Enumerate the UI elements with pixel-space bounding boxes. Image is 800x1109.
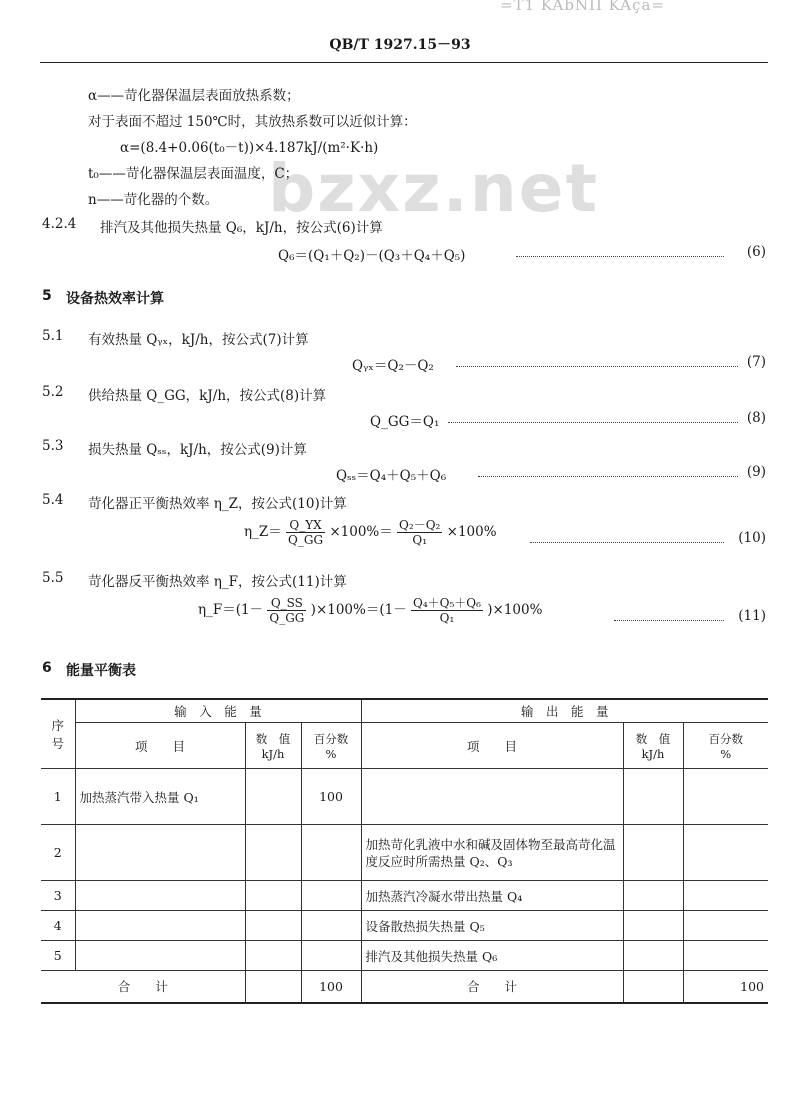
clause-5-2-number: 5.2 <box>42 384 64 400</box>
leader-dots <box>478 476 738 477</box>
clause-5-1-number: 5.1 <box>42 328 64 344</box>
clause-5-3-text: 损失热量 Qₛₛ，kJ/h，按公式(9)计算 <box>88 442 307 458</box>
output-item: 设备散热损失热量 Q₅ <box>361 911 623 941</box>
input-value <box>245 881 301 911</box>
table-row <box>41 825 768 881</box>
output-pct <box>683 825 768 881</box>
input-pct <box>301 881 361 911</box>
output-value <box>623 941 683 971</box>
leader-dots <box>448 422 738 423</box>
formula-7: Qᵧₓ＝Q₂－Q₂ <box>352 358 434 374</box>
output-item-header: 项 目 <box>361 723 623 769</box>
formula-10-end: ×100% <box>446 524 497 540</box>
eq-number-8: (8) <box>746 410 766 426</box>
col-seq-header: 序 号 <box>41 699 75 769</box>
fraction <box>397 518 442 547</box>
row-no: 2 <box>41 825 75 881</box>
output-total-pct: 100 <box>683 971 768 1003</box>
output-item: 加热苛化乳液中水和碱及固体物至最高苛化温度反应时所需热量 Q₂、Q₃ <box>361 825 623 881</box>
fraction <box>286 518 325 547</box>
input-item-header: 项 目 <box>75 723 245 769</box>
clause-5-4-text: 苛化器正平衡热效率 η_Z，按公式(10)计算 <box>88 496 347 512</box>
table-row <box>41 769 768 825</box>
definition-n: n——苛化器的个数。 <box>88 192 219 208</box>
input-total-pct: 100 <box>301 971 361 1003</box>
denominator: Q_GG <box>269 611 305 625</box>
row-no: 1 <box>41 769 75 825</box>
formula-11-mid: )×100%＝(1－ <box>310 602 407 618</box>
table-row <box>41 941 768 971</box>
output-value <box>623 911 683 941</box>
row-no: 3 <box>41 881 75 911</box>
clause-4-2-4-number: 4.2.4 <box>42 216 77 232</box>
definition-approx: 对于表面不超过 150℃时，其放热系数可以近似计算： <box>88 114 417 130</box>
output-total-label: 合 计 <box>361 971 623 1003</box>
input-value-header: 数 值 kJ/h <box>245 723 301 769</box>
formula-10 <box>244 518 497 547</box>
output-pct <box>683 941 768 971</box>
output-value-header: 数 值 kJ/h <box>623 723 683 769</box>
output-item: 排汽及其他损失热量 Q₆ <box>361 941 623 971</box>
section-5-title: 设备热效率计算 <box>66 291 164 307</box>
input-item <box>75 911 245 941</box>
input-pct-header: 百分数 % <box>301 723 361 769</box>
formula-11-lhs: η_F＝(1－ <box>198 602 264 618</box>
row-no: 4 <box>41 911 75 941</box>
eq-number-11: (11) <box>738 608 766 624</box>
formula-11-end: )×100% <box>487 602 543 618</box>
input-pct <box>301 911 361 941</box>
eq-number-10: (10) <box>738 530 766 546</box>
input-total-label: 合 计 <box>41 971 245 1003</box>
clause-4-2-4-text: 排汽及其他损失热量 Q₆，kJ/h，按公式(6)计算 <box>100 220 383 236</box>
clause-5-4-number: 5.4 <box>42 492 64 508</box>
input-value <box>245 941 301 971</box>
numerator: Q_YX <box>286 518 325 533</box>
input-energy-header: 输 入 能 量 <box>75 699 361 723</box>
eq-number-6: (6) <box>746 244 766 260</box>
table-row <box>41 911 768 941</box>
table-row <box>41 881 768 911</box>
input-item <box>75 881 245 911</box>
input-item <box>75 941 245 971</box>
output-value <box>623 825 683 881</box>
leader-dots <box>530 542 724 543</box>
header-rule <box>40 62 768 63</box>
numerator: Q_SS <box>267 596 306 611</box>
leader-dots <box>456 366 738 367</box>
total-row <box>41 971 768 1003</box>
formula-11 <box>198 596 542 625</box>
clause-5-3-number: 5.3 <box>42 438 64 454</box>
input-value <box>245 825 301 881</box>
energy-balance-table <box>41 698 768 1004</box>
output-value <box>623 769 683 825</box>
definition-alpha-formula: α=(8.4+0.06(t₀－t))×4.187kJ/(m²·K·h) <box>120 140 379 156</box>
output-pct <box>683 769 768 825</box>
output-item <box>361 769 623 825</box>
eq-number-7: (7) <box>746 354 766 370</box>
output-item: 加热蒸汽冷凝水带出热量 Q₄ <box>361 881 623 911</box>
output-energy-header: 输 出 能 量 <box>361 699 768 723</box>
row-no: 5 <box>41 941 75 971</box>
formula-10-mid: ×100%＝ <box>329 524 393 540</box>
denominator: Q_GG <box>288 533 324 547</box>
input-value <box>245 769 301 825</box>
output-pct <box>683 911 768 941</box>
formula-8: Q_GG＝Q₁ <box>370 414 440 430</box>
input-total-value <box>245 971 301 1003</box>
input-pct <box>301 825 361 881</box>
section-5-number: 5 <box>42 288 52 304</box>
output-value <box>623 881 683 911</box>
output-pct-header: 百分数 % <box>683 723 768 769</box>
clause-5-5-number: 5.5 <box>42 570 64 586</box>
fraction <box>411 596 483 625</box>
leader-dots <box>614 620 724 621</box>
definition-t0: t₀——苛化器保温层表面温度，C； <box>88 166 299 182</box>
clause-5-5-text: 苛化器反平衡热效率 η_F，按公式(11)计算 <box>88 574 347 590</box>
denominator: Q₁ <box>439 611 455 625</box>
input-item: 加热蒸汽带入热量 Q₁ <box>75 769 245 825</box>
formula-10-lhs: η_Z＝ <box>244 524 282 540</box>
numerator: Q₄＋Q₅＋Q₆ <box>413 596 481 610</box>
input-pct: 100 <box>301 769 361 825</box>
clause-5-2-text: 供给热量 Q_GG，kJ/h，按公式(8)计算 <box>88 388 327 404</box>
top-mark: =T1 KAbNII KAça= <box>500 0 666 14</box>
eq-number-9: (9) <box>746 464 766 480</box>
formula-6: Q₆＝(Q₁＋Q₂)－(Q₃＋Q₄＋Q₅) <box>278 248 466 264</box>
section-6-number: 6 <box>42 660 52 676</box>
input-item <box>75 825 245 881</box>
output-pct <box>683 881 768 911</box>
standard-header: QB/T 1927.15－93 <box>329 37 471 53</box>
leader-dots <box>516 256 724 257</box>
watermark: bzxz.net <box>268 150 600 227</box>
numerator: Q₂－Q₂ <box>399 518 441 532</box>
input-pct <box>301 941 361 971</box>
clause-5-1-text: 有效热量 Qᵧₓ，kJ/h，按公式(7)计算 <box>88 332 309 348</box>
output-total-value <box>623 971 683 1003</box>
section-6-title: 能量平衡表 <box>66 663 136 679</box>
formula-9: Qₛₛ＝Q₄＋Q₅＋Q₆ <box>336 468 447 484</box>
fraction <box>267 596 306 625</box>
input-value <box>245 911 301 941</box>
definition-alpha: α——苛化器保温层表面放热系数； <box>88 88 300 104</box>
denominator: Q₁ <box>412 533 428 547</box>
